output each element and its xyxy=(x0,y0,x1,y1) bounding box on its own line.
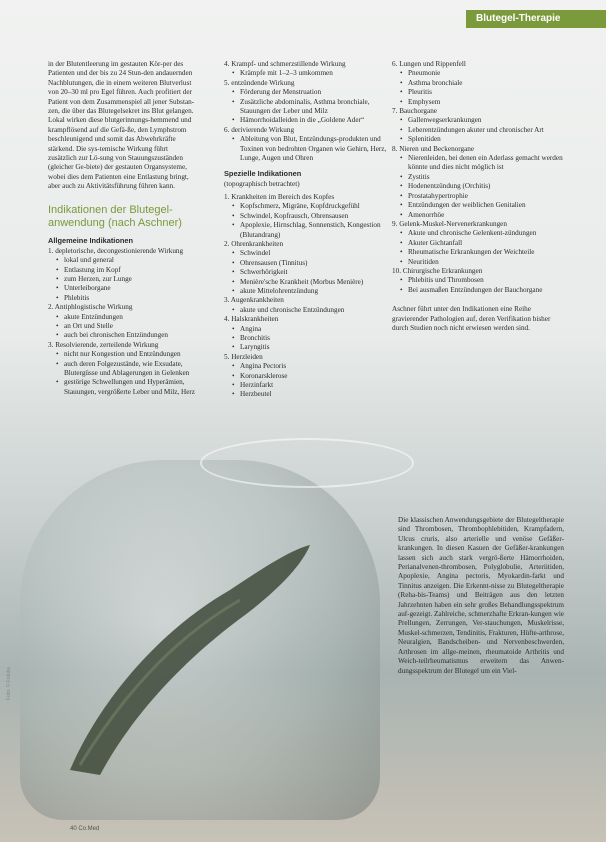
effects-list xyxy=(224,60,388,163)
indication-item: 2. Antiphlogistische Wirkung xyxy=(48,303,133,312)
intro-paragraph: in der Blutentleerung im gestauten Kör-per des Patienten und der bis zu 24 Stun-den andauernden Nachblutungen, die in einem weiteren Blutverlust von 20–30 ml pro Egel führen. Auch profitiert der Patient von dem Zusammenspiel all jener Substan-zen, die über das Blutegelsekret ins Blut gelangen. Lokal wirken diese blutgerinnungs-hemmend und krampflösend auf die Gefä-ße, den Lymphstrom beschleunigend und somit das Abwehrkräfte stärkend. Die sys-temische Wirkung führt zusätzlich zur Lö-sung von Stauungszuständen (gleicher Ge-biete) der gestauten Organsysteme, wobei dies dem Patienten eine Entlastung bringt, aber auch zu Aktivitätsführung führen kann. xyxy=(48,60,195,191)
indication-item: 7. Bauchorgane xyxy=(392,107,437,116)
jar-rim xyxy=(200,438,414,488)
indication-bullet: • Kopfschmerz, Migräne, Kopfdruckgefühl xyxy=(224,202,388,211)
page-footer: 40 Co.Med xyxy=(70,826,100,832)
indication-bullet: • Neuritiden xyxy=(392,258,564,267)
indication-item: 10. Chirurgische Erkrankungen xyxy=(392,266,483,275)
indication-item: 5. Herzleiden xyxy=(224,352,263,361)
indication-bullet: • Hodenentzündung (Orchitis) xyxy=(392,182,564,191)
indication-bullet: • Prostatahypertrophie xyxy=(392,192,564,201)
indication-bullet: • Akuter Gichtanfall xyxy=(392,239,564,248)
indication-bullet: • Krämpfe mit 1–2–3 umkommen xyxy=(224,69,388,78)
indication-bullet: • Leberentzündungen akuter und chronischer Art xyxy=(392,126,564,135)
indication-bullet: • Zystitis xyxy=(392,173,564,182)
indication-item: 2. Ohrenkrankheiten xyxy=(224,239,284,248)
indication-item: 3. Resolvierende, zerteilende Wirkung xyxy=(48,340,159,349)
indication-bullet: • Angina Pectoris xyxy=(224,362,388,371)
application-paragraph: Die klassischen Anwendungsgebiete der Blutegeltherapie sind Thrombosen, Thrombophlebitiden, Krampfadern, Ulcus cruris, also arterielle und venöse Gefäßer-krankungen. In diesen Kasuen der Gefäßer-krankungen lassen sich auch stark vergrö-ßerte Hämorrhoiden, Perianalvenen-thrombosen, Polyglobulie, Arteriitiden, Apoplexie, Angina pectoris, Myokardin-farkt und Tinnitus anzeigen. Die Erkennt-nisse zu Blutegeltherapie (Reha-bis-Teams) und Beiträgen aus den letzten Jahrzehnten haben ein sehr großes Behandlungsspektrum auf-gezeigt. Zahlreiche, schmerzhafte Erkran-kungen wie Prellungen, Zerrungen, Ver-stauchungen, Muskelrisse, Muskel-schmerzen, Tendinitis, Frakturen, Hüfte-arthrose, Neuralgien, Bandscheiben- und Nervenbeschwerden, Arthrosen im allge-meinen, rheumatoide Arthritis und Weich-teilrheumatismus erweitern das Anwen-dungsspektrum der Blutegel um ein Viel- xyxy=(398,516,564,675)
leech-illustration xyxy=(40,520,340,780)
column-1 xyxy=(48,60,196,397)
indication-bullet: • Herzbeutel xyxy=(224,390,388,399)
indication-bullet: • Ableitung von Blut, Entzündungs-produkten und Toxinen von bedrohten Organen wie Gehirn, Herz, Lunge, Augen und Ohren xyxy=(224,135,388,163)
indication-bullet: • an Ort und Stelle xyxy=(48,322,196,331)
indication-item: 1. depletorische, decongestionierende Wirkung xyxy=(48,246,184,255)
indication-bullet: • nicht nur Kongestion und Entzündungen xyxy=(48,350,196,359)
special-indications-subtitle: (topographisch betrachtet) xyxy=(224,180,300,189)
indication-bullet: • Apoplexie, Hirnschlag, Sonnenstich, Kongestion (Blutandrang) xyxy=(224,221,388,240)
indication-item: 9. Gelenk-Muskel-Nervenerkrankungen xyxy=(392,219,507,228)
indication-bullet: • Asthma bronchiale xyxy=(392,79,564,88)
indication-bullet: • Nierenleiden, bei denen ein Aderlass gemacht werden könnte und dies nicht möglich ist xyxy=(392,154,564,173)
indication-bullet: • Unterleiborgane xyxy=(48,284,196,293)
indication-bullet: • Förderung der Menstruation xyxy=(224,88,388,97)
indication-bullet: • akute Mittelohrentzündung xyxy=(224,287,388,296)
indication-bullet: • Amenorrhöe xyxy=(392,211,564,220)
general-indications-title: Allgemeine Indikationen xyxy=(48,235,134,245)
indication-item: 6. derivierende Wirkung xyxy=(224,125,295,134)
indication-item: 4. Halskrankheiten xyxy=(224,315,279,324)
organ-indications-list xyxy=(392,60,564,295)
general-indications-list xyxy=(48,247,196,398)
indication-bullet: • Pleuritis xyxy=(392,88,564,97)
indication-item: 3. Augenkrankheiten xyxy=(224,296,284,305)
indication-bullet: • Bei ausmaßen Entzündungen der Bauchorgane xyxy=(392,286,564,295)
indication-bullet: • Zusätzliche abdominalis, Asthma bronchiale, Stauungen der Leber und Milz xyxy=(224,98,388,117)
indication-bullet: • Herzinfarkt xyxy=(224,381,388,390)
column-3-lower xyxy=(398,516,564,679)
indication-item: 1. Krankheiten im Bereich des Kopfes xyxy=(224,192,335,201)
section-heading: Indikationen der Blutegel-anwendung (nach Aschner) xyxy=(48,203,182,229)
column-2 xyxy=(224,60,388,400)
indication-bullet: • akute Entzündungen xyxy=(48,313,196,322)
indication-bullet: • gestörige Schwellungen und Hyperämien, Stauungen, vergrößerte Leber und Milz, Herz xyxy=(48,378,196,397)
indication-bullet: • Bronchitis xyxy=(224,334,388,343)
indication-bullet: • zum Herzen, zur Lunge xyxy=(48,275,196,284)
indication-bullet: • Entzündungen der weiblichen Genitalien xyxy=(392,201,564,210)
indication-bullet: • lokal und general xyxy=(48,256,196,265)
indication-bullet: • auch deren Folgezustände, wie Exsudate, Blutergüsse und Ablagerungen in Gelenken xyxy=(48,360,196,379)
indication-bullet: • Laryngitis xyxy=(224,343,388,352)
indication-bullet: • Splenitiden xyxy=(392,135,564,144)
indication-item: 4. Krampf- und schmerzstillende Wirkung xyxy=(224,60,346,68)
indication-bullet: • Gallenwegserkrankungen xyxy=(392,116,564,125)
indication-bullet: • Phlebitis und Thrombosen xyxy=(392,276,564,285)
indication-bullet: • Schwindel xyxy=(224,249,388,258)
indication-bullet: • auch bei chronischen Entzündungen xyxy=(48,331,196,340)
photo-credit: Foto: © Fotolia xyxy=(6,667,12,700)
indication-bullet: • Ohrensausen (Tinnitus) xyxy=(224,259,388,268)
indication-bullet: • Angina xyxy=(224,325,388,334)
indication-bullet: • Menière'sche Krankheit (Morbus Menière) xyxy=(224,278,388,287)
indication-bullet: • akute und chronische Entzündungen xyxy=(224,306,388,315)
column-3 xyxy=(392,60,564,336)
indication-item: 5. entzündende Wirkung xyxy=(224,78,295,87)
indication-bullet: • Pneumonie xyxy=(392,69,564,78)
section-tab: Blutegel-Therapie xyxy=(466,10,606,28)
special-indications-list xyxy=(224,193,388,400)
indication-bullet: • Entlastung im Kopf xyxy=(48,266,196,275)
indication-bullet: • Akute und chronische Gelenkent-zündungen xyxy=(392,229,564,238)
indication-item: 8. Nieren und Beckenorgane xyxy=(392,144,475,153)
indication-bullet: • Phlebitis xyxy=(48,294,196,303)
indication-bullet: • Rheumatische Erkrankungen der Weichteile xyxy=(392,248,564,257)
indication-bullet: • Schwindel, Kopfrausch, Ohrensausen xyxy=(224,212,388,221)
indication-bullet: • Hämorrhoidalleiden in die „Goldene Ader“ xyxy=(224,116,388,125)
indication-bullet: • Schwerhörigkeit xyxy=(224,268,388,277)
closing-paragraph: Aschner führt unter den Indikationen eine Reihe gravierender Pathologien auf, deren Verifikation bisher durch Studien noch nicht erwiesen werden sind. xyxy=(392,305,551,332)
indication-bullet: • Koronarsklerose xyxy=(224,372,388,381)
special-indications-title: Spezielle Indikationen xyxy=(224,169,302,179)
indication-bullet: • Emphysem xyxy=(392,98,564,107)
indication-item: 6. Lungen und Rippenfell xyxy=(392,60,466,68)
